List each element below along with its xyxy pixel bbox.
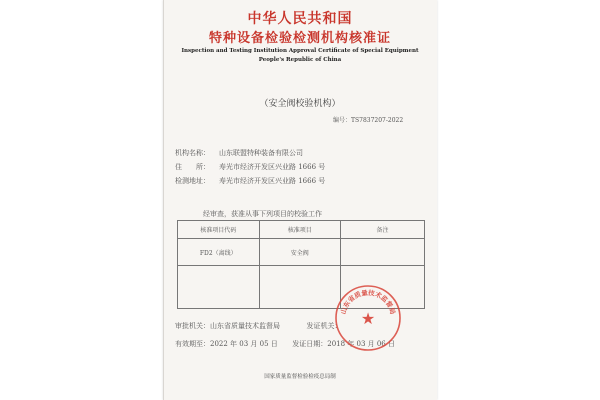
address-row [175,162,325,172]
approved-statement: 经审查，获准从事下列项目的校验工作 [203,210,322,218]
table-header-remark: 备注 [341,221,425,239]
certificate-country-english: People's Republic of China [258,57,342,63]
certificate-number-value: TS7837207-2022 [351,117,404,124]
official-seal [333,283,403,353]
certificate-title-english: Inspection and Testing Institution Approval Certificate of Special Equipment [181,48,419,54]
issue-date-value: 2018 年 03 月 06 日 [327,340,395,348]
table-cell-remark [341,239,425,266]
certificate-title: 中华人民共和国 [247,11,353,27]
authority-value: 山东省质量技术监督局 [210,322,280,330]
table-cell-empty [259,266,341,309]
address-label: 住 所： [175,163,210,171]
inspection-address-label: 检测地址： [175,177,210,185]
seal-star-icon: ★ [360,309,376,328]
inspection-address-value: 寿光市经济开发区兴业路 1666 号 [219,177,326,185]
institution-row [175,148,303,158]
address-value: 寿光市经济开发区兴业路 1666 号 [219,163,326,171]
inspection-address-row [175,176,325,186]
certificate-scope: （安全阀校验机构） [259,99,341,109]
issue-date-label: 发证日期： [292,340,328,348]
seal-text: 山东省质量技术监督局 [339,288,397,316]
valid-until-label: 有效期至： [175,340,210,348]
table-row [178,239,425,266]
certificate-paper [163,0,437,400]
authority-label: 审批机关： [175,322,210,330]
institution-label: 机构名称： [175,149,210,157]
table-cell-code: FD2（离线） [178,239,260,266]
authority-row [175,321,341,331]
certificate-subtitle: 特种设备检验检测机构核准证 [208,31,391,46]
institution-value: 山东联盟特种装备有限公司 [219,149,303,157]
certificate-number-label: 编号： [333,117,352,124]
table-header-code: 核准项目代码 [178,221,260,239]
issuer-label: 发证机关： [306,322,342,330]
valid-until-value: 2022 年 03 月 05 日 [210,340,278,348]
table-cell-item: 安全阀 [259,239,341,266]
footer-issuer: 国家质量监督检验检疫总局制 [264,374,336,380]
table-header-row [178,221,425,239]
certificate-number [333,115,403,124]
table-header-item: 核准项目 [259,221,341,239]
table-cell-empty [178,266,260,309]
